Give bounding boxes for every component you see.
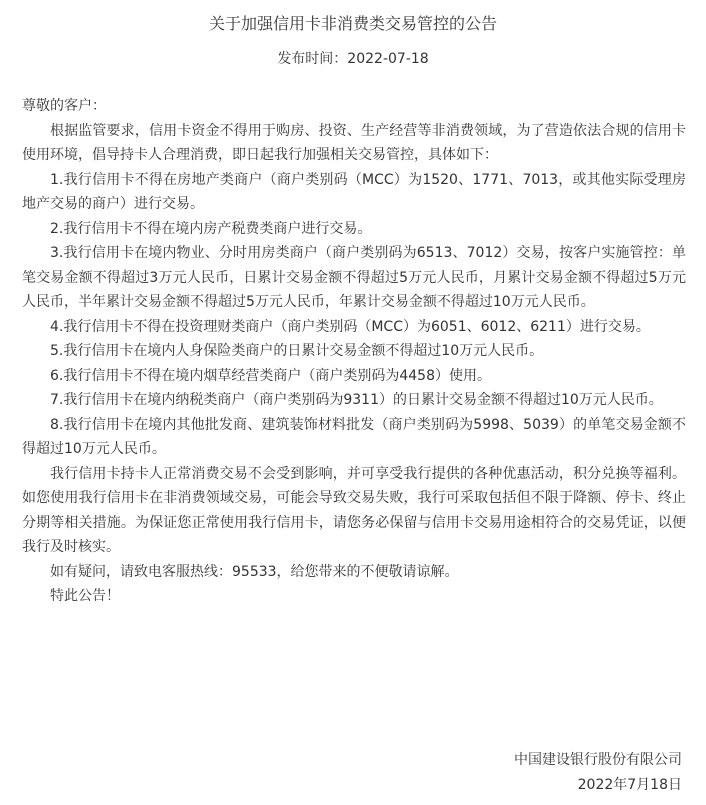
rule-item-3: 3.我行信用卡在境内物业、分时用房类商户（商户类别码为6513、7012）交易，按客户实施管控：单笔交易金额不得超过3万元人民币，日累计交易金额不得超过5万元人民币，月累计交易金额不得超过5万元人民币，半年累计交易金额不得超过5万元人民币，年累计交易金额不得超过10万元人民币。 [22, 245, 686, 310]
rule-item-5: 5.我行信用卡在境内人身保险类商户的日累计交易金额不得超过10万元人民币。 [50, 343, 544, 359]
issuer-name: 中国建设银行股份有限公司 [514, 752, 682, 768]
rule-item-8: 8.我行信用卡在境内其他批发商、建筑装饰材料批发（商户类别码为5998、5039）的单笔交易金额不得超过10万元人民币。 [22, 416, 686, 457]
notice-body [22, 94, 686, 609]
sign-date: 2022年7月18日 [577, 776, 682, 793]
signature-block [514, 748, 682, 797]
rule-item-1: 1.我行信用卡不得在房地产类商户（商户类别码（MCC）为1520、1771、7013，或其他实际受理房地产交易的商户）进行交易。 [22, 171, 686, 212]
rule-item-7: 7.我行信用卡在境内纳税类商户（商户类别码为9311）的日累计交易金额不得超过10万元人民币。 [50, 392, 663, 408]
intro-paragraph: 根据监管要求，信用卡资金不得用于购房、投资、生产经营等非消费领域，为了营造依法合规的信用卡使用环境，倡导持卡人合理消费，即日起我行加强相关交易管控，具体如下： [22, 122, 686, 163]
note-paragraph: 我行信用卡持卡人正常消费交易不会受到影响，并可享受我行提供的各种优惠活动，积分兑换等福利。如您使用我行信用卡在非消费领域交易，可能会导致交易失败，我行可采取包括但不限于降额、停卡、终止分期等相关措施。为保证您正常使用我行信用卡，请您务必保留与信用卡交易用途相符合的交易凭证，以便我行及时核实。 [22, 465, 686, 555]
publish-time: 发布时间：2022-07-18 [277, 51, 429, 67]
salutation: 尊敬的客户： [22, 98, 106, 114]
notice-title: 关于加强信用卡非消费类交易管控的公告 [208, 14, 497, 33]
contact-paragraph: 如有疑问，请致电客服热线：95533，给您带来的不便敬请谅解。 [50, 563, 459, 580]
rule-item-6: 6.我行信用卡不得在境内烟草经营类商户（商户类别码为4458）使用。 [50, 367, 491, 384]
rule-item-2: 2.我行信用卡不得在境内房产税费类商户进行交易。 [50, 220, 372, 237]
closing-line: 特此公告！ [50, 588, 120, 604]
rule-item-4: 4.我行信用卡不得在投资理财类商户（商户类别码（MCC）为6051、6012、6211）进行交易。 [50, 318, 650, 335]
